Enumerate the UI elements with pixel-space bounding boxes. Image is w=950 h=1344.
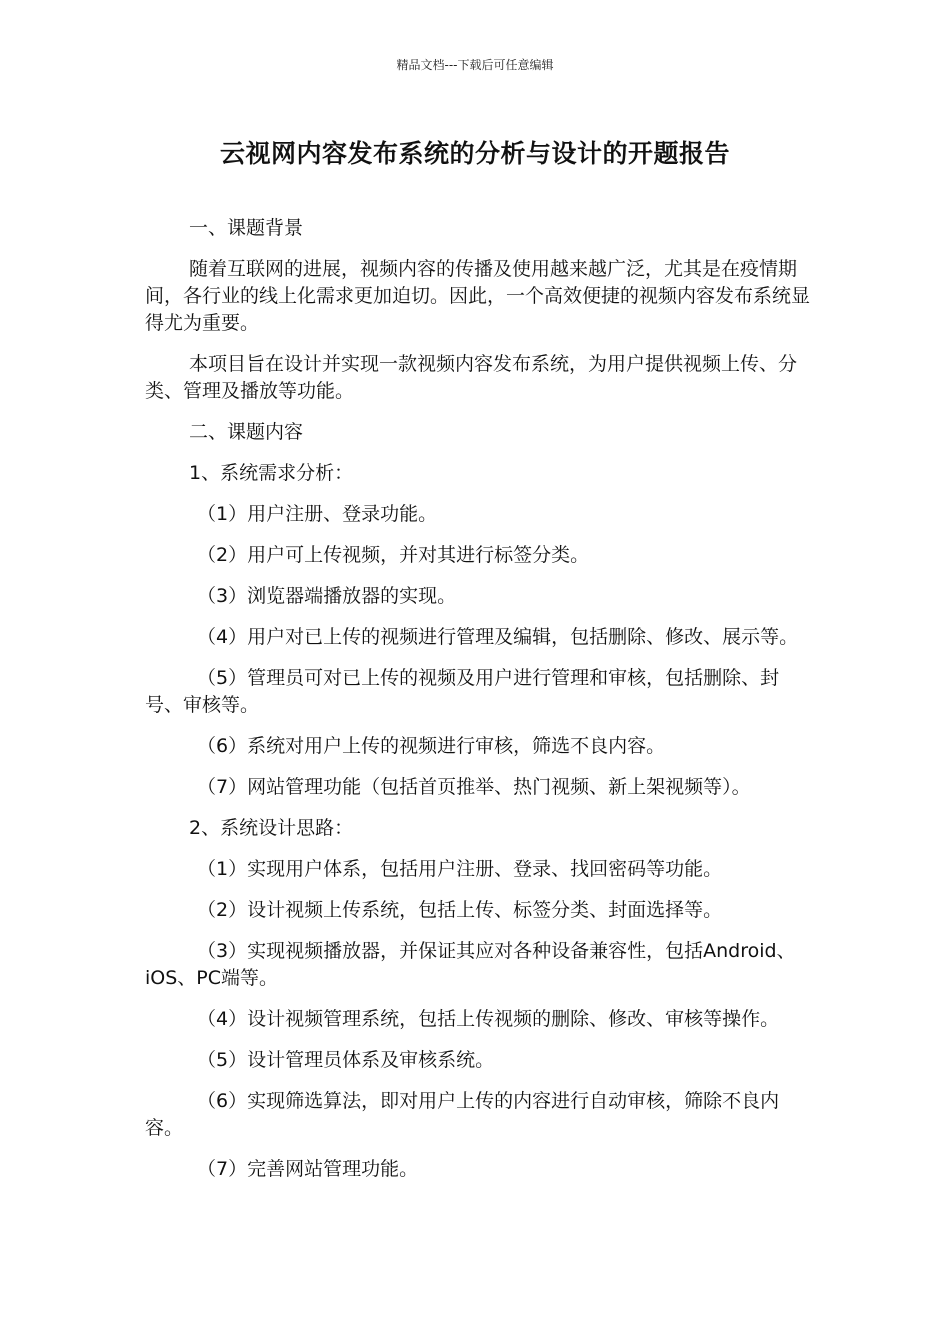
subsection-heading-requirements: 1、系统需求分析： xyxy=(189,462,354,484)
requirement-item-1: （1）用户注册、登录功能。 xyxy=(197,503,438,525)
design-item-1: （1）实现用户体系，包括用户注册、登录、找回密码等功能。 xyxy=(197,858,723,880)
requirement-item-6: （6）系统对用户上传的视频进行审核，筛选不良内容。 xyxy=(197,735,666,757)
document-title: 云视网内容发布系统的分析与设计的开题报告 xyxy=(219,139,730,168)
section-heading-background: 一、课题背景 xyxy=(189,217,304,239)
background-paragraph-2: 本项目旨在设计并实现一款视频内容发布系统，为用户提供视频上传、分类、管理及播放等功能。 xyxy=(145,353,798,402)
subsection-heading-design: 2、系统设计思路： xyxy=(189,817,354,839)
header-note: 精品文档---下载后可任意编辑 xyxy=(396,58,554,72)
document-body xyxy=(145,215,815,1197)
design-item-6: （6）实现筛选算法，即对用户上传的内容进行自动审核，筛除不良内容。 xyxy=(145,1090,780,1139)
requirement-item-4: （4）用户对已上传的视频进行管理及编辑，包括删除、修改、展示等。 xyxy=(197,626,799,648)
section-heading-content: 二、课题内容 xyxy=(189,421,304,443)
requirement-item-2: （2）用户可上传视频，并对其进行标签分类。 xyxy=(197,544,590,566)
requirement-item-7: （7）网站管理功能（包括首页推举、热门视频、新上架视频等）。 xyxy=(197,776,751,798)
requirement-item-5: （5）管理员可对已上传的视频及用户进行管理和审核，包括删除、封号、审核等。 xyxy=(145,667,780,716)
design-item-7: （7）完善网站管理功能。 xyxy=(197,1158,419,1180)
design-item-4: （4）设计视频管理系统，包括上传视频的删除、修改、审核等操作。 xyxy=(197,1008,780,1030)
design-item-3: （3）实现视频播放器，并保证其应对各种设备兼容性，包括Android、iOS、PC端等。 xyxy=(145,940,796,989)
design-item-2: （2）设计视频上传系统，包括上传、标签分类、封面选择等。 xyxy=(197,899,723,921)
requirement-item-3: （3）浏览器端播放器的实现。 xyxy=(197,585,457,607)
design-item-5: （5）设计管理员体系及审核系统。 xyxy=(197,1049,495,1071)
background-paragraph-1: 随着互联网的进展，视频内容的传播及使用越来越广泛，尤其是在疫情期间，各行业的线上化需求更加迫切。因此，一个高效便捷的视频内容发布系统显得尤为重要。 xyxy=(145,258,811,334)
